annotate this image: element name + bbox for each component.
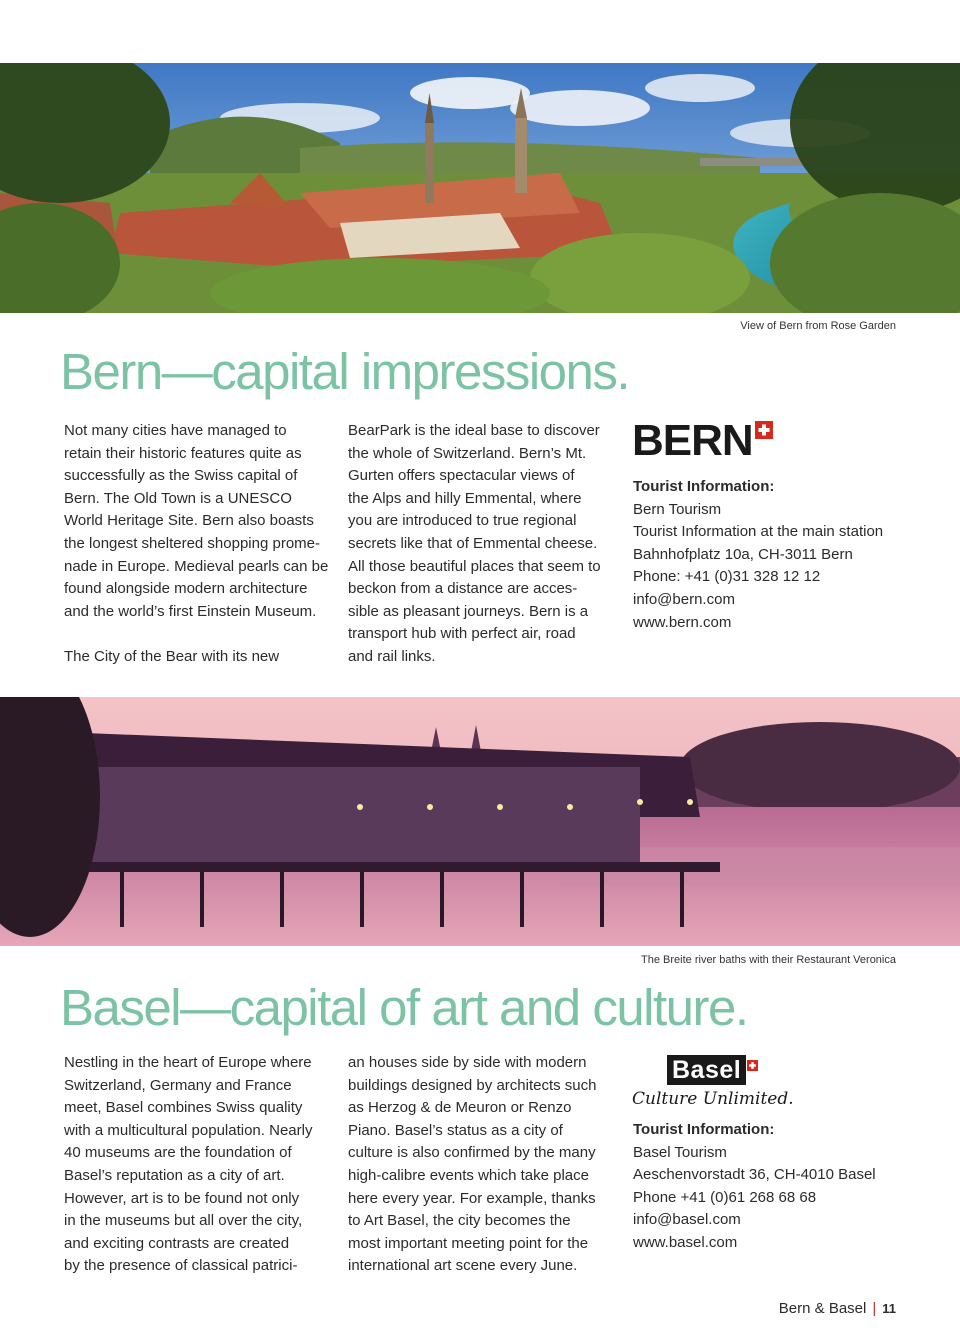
bern-photo-caption: View of Bern from Rose Garden bbox=[740, 320, 896, 332]
bern-panorama-photo bbox=[0, 63, 960, 313]
bern-info-phone: Phone: +41 (0)31 328 12 12 bbox=[633, 568, 821, 586]
bern-info-address: Bahnhofplatz 10a, CH-3011 Bern bbox=[633, 545, 853, 563]
basel-logo-wordmark: Basel bbox=[667, 1055, 746, 1085]
bern-info-title: Tourist Information: bbox=[633, 478, 775, 495]
bern-text-column-2: BearPark is the ideal base to discover the whole of Switzerland. Bern’s Mt. Gurten offers spectacular views of the Alps and hilly Emmental, where you are introduced to true regional secrets like that of Emmental cheese. All those beautiful places that seem to beckon from a distance are acces- sible as pleasant journeys. Bern is a transport hub with perfect air, road and rail links. bbox=[348, 422, 601, 665]
basel-info-phone: Phone +41 (0)61 268 68 68 bbox=[633, 1188, 817, 1206]
bern-info-location: Tourist Information at the main station bbox=[633, 523, 884, 541]
basel-text-column-2: an houses side by side with modern buildings designed by architects such as Herzog & de Meuron or Renzo Piano. Basel’s status as a city of culture is also confirmed by the many high-calibre events which take place here every year. For example, thanks to Art Basel, the city becomes the most important meeting point for the international art scene every June. bbox=[348, 1054, 597, 1275]
basel-river-baths-photo bbox=[0, 697, 960, 946]
basel-headline: Basel—capital of art and culture. bbox=[60, 979, 748, 1036]
bern-logo-wordmark: BERN bbox=[632, 416, 753, 465]
basel-photo-caption: The Breite river baths with their Restaurant Veronica bbox=[641, 954, 896, 966]
bern-info-email: info@bern.com bbox=[633, 590, 735, 608]
basel-info-address: Aeschenvorstadt 36, CH-4010 Basel bbox=[633, 1166, 876, 1184]
swiss-cross-icon bbox=[755, 421, 773, 439]
basel-text-column-1: Nestling in the heart of Europe where Switzerland, Germany and France meet, Basel combines Swiss quality with a multicultural population. Nearly 40 museums are the foundation of Basel’s reputation as a city of art. However, art is to be found not only in the museums but all over the city, and exciting contrasts are created by the presence of classical patrici- bbox=[64, 1054, 313, 1275]
bern-logo bbox=[632, 418, 753, 464]
basel-tourist-info bbox=[633, 1119, 933, 1255]
page-footer bbox=[779, 1300, 896, 1317]
bern-tourist-info bbox=[633, 476, 933, 634]
footer-title: Bern & Basel bbox=[778, 1300, 867, 1317]
basel-info-org: Basel Tourism bbox=[633, 1143, 727, 1161]
swiss-cross-icon bbox=[747, 1060, 758, 1071]
footer-separator: | bbox=[872, 1300, 877, 1317]
bern-info-website: www.bern.com bbox=[633, 613, 732, 631]
basel-logo bbox=[632, 1055, 792, 1113]
page-number: 11 bbox=[882, 1301, 896, 1316]
bern-info-org: Bern Tourism bbox=[633, 500, 722, 518]
basel-info-email: info@basel.com bbox=[633, 1211, 741, 1229]
bern-headline: Bern—capital impressions. bbox=[60, 343, 630, 400]
basel-info-title: Tourist Information: bbox=[633, 1121, 775, 1138]
basel-info-website: www.basel.com bbox=[633, 1233, 738, 1251]
basel-logo-tagline: Culture Unlimited. bbox=[632, 1089, 794, 1109]
bern-text-column-1: Not many cities have managed to retain their historic features quite as successfully as the Swiss capital of Bern. The Old Town is a UNESCO World Heritage Site. Bern also boasts the longest sheltered shopping prome- nade in Europe. Medieval pearls can be found alongside modern architecture and the world’s first Einstein Museum. The City of the Bear with its new bbox=[64, 422, 329, 665]
